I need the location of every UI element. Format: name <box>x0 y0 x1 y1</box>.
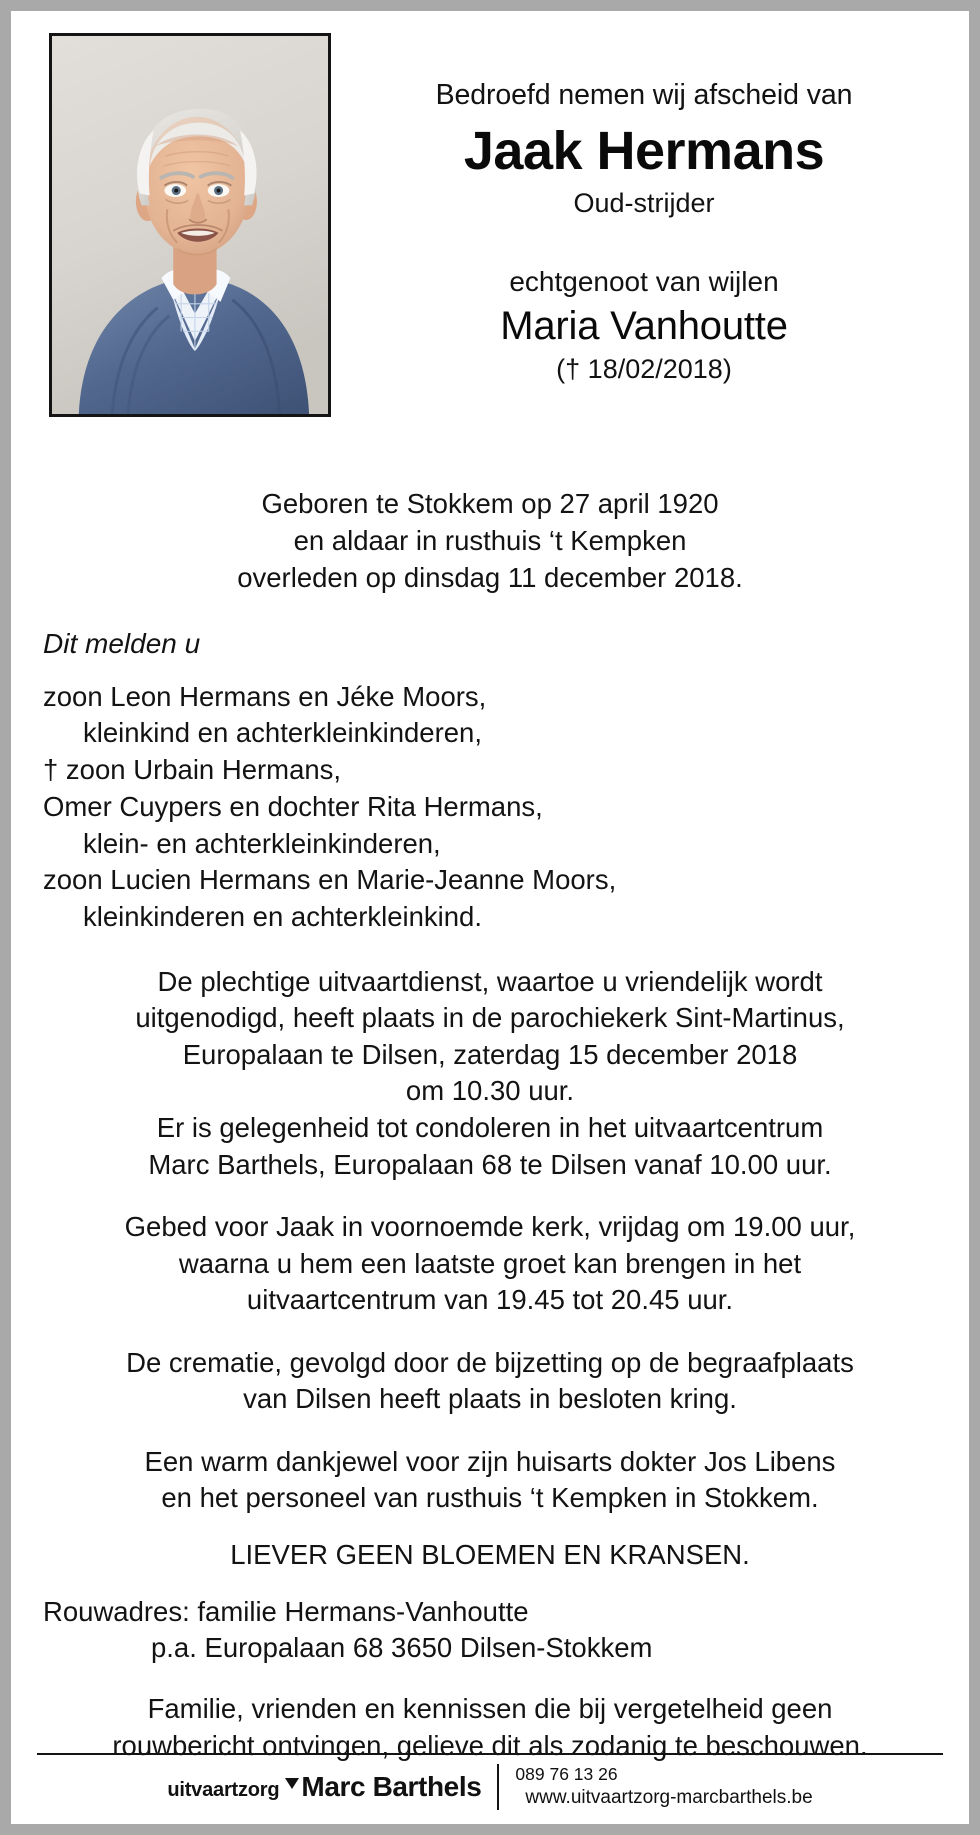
footer-divider <box>497 1764 499 1810</box>
logo-name: Marc Barthels <box>301 1771 482 1802</box>
text-line: Marc Barthels, Europalaan 68 te Dilsen vanaf 10.00 uur. <box>148 1148 832 1180</box>
spouse-name: Maria Vanhoutte <box>500 304 788 349</box>
birth-death-block <box>37 485 943 596</box>
text-line: Geboren te Stokkem op 27 april 1920 <box>261 488 719 519</box>
portrait-illustration <box>52 36 328 414</box>
text-line: kleinkinderen en achterkleinkind. <box>83 900 482 932</box>
family-list <box>43 679 943 936</box>
text-line: Europalaan te Dilsen, zaterdag 15 december 2018 <box>182 1038 798 1070</box>
lead-line: Bedroefd nemen wij afscheid van <box>435 79 853 111</box>
footer-contact <box>515 1764 812 1810</box>
triangle-icon <box>285 1778 299 1789</box>
text-line: LIEVER GEEN BLOEMEN EN KRANSEN. <box>230 1539 750 1570</box>
text-line: Rouwadres: familie Hermans-Vanhoutte <box>43 1595 529 1627</box>
footer <box>37 1753 943 1810</box>
portrait-photo <box>49 33 331 417</box>
text-line: p.a. Europalaan 68 3650 Dilsen-Stokkem <box>151 1632 653 1664</box>
text-line: klein- en achterkleinkinderen, <box>83 827 441 859</box>
text-line: Er is gelegenheid tot condoleren in het uitvaartcentrum <box>156 1111 824 1143</box>
mourning-address <box>43 1594 943 1668</box>
text-line: Familie, vrienden en kennissen die bij vergetelheid geen <box>147 1693 833 1725</box>
text-line: rouwbericht ontvingen, gelieve dit als zodanig te beschouwen. <box>112 1729 868 1761</box>
text-line: uitvaartcentrum van 19.45 tot 20.45 uur. <box>246 1284 734 1316</box>
text-line: zoon Lucien Hermans en Marie-Jeanne Moors, <box>43 864 617 896</box>
text-line: † zoon Urbain Hermans, <box>43 754 342 786</box>
text-line: uitgenodigd, heeft plaats in de parochiekerk Sint-Martinus, <box>135 1002 845 1034</box>
text-line: waarna u hem een laatste groet kan brengen in het <box>178 1247 802 1279</box>
website-url[interactable]: www.uitvaartzorg-marcbarthels.be <box>525 1787 813 1809</box>
service-details <box>37 964 943 1183</box>
logo-subtitle: uitvaartzorg <box>167 1779 280 1801</box>
thanks-note <box>37 1444 943 1517</box>
deceased-subtitle: Oud-strijder <box>573 188 715 219</box>
cremation-details <box>37 1345 943 1418</box>
phone-number[interactable]: 089 76 13 26 <box>515 1764 618 1785</box>
text-line: De crematie, gevolgd door de bijzetting op de begraafplaats <box>126 1346 854 1378</box>
spouse-death-date: († 18/02/2018) <box>556 354 732 385</box>
text-line: Een warm dankjewel voor zijn huisarts dokter Jos Libens <box>144 1445 836 1477</box>
text-line: om 10.30 uur. <box>405 1075 575 1107</box>
no-flowers-note <box>37 1537 943 1574</box>
prayer-details <box>37 1209 943 1319</box>
text-line: van Dilsen heeft plaats in besloten kring. <box>243 1383 737 1415</box>
funeral-home-logo[interactable] <box>167 1771 481 1803</box>
header-text <box>331 33 943 386</box>
text-line: overleden op dinsdag 11 december 2018. <box>237 562 743 594</box>
text-line: kleinkind en achterkleinkinderen, <box>83 717 482 749</box>
deceased-name: Jaak Hermans <box>463 120 825 181</box>
announcement-label: Dit melden u <box>43 628 201 660</box>
spouse-intro: echtgenoot van wijlen <box>509 266 779 298</box>
text-line: Omer Cuypers en dochter Rita Hermans, <box>43 790 543 822</box>
text-line: De plechtige uitvaartdienst, waartoe u vriendelijk wordt <box>157 965 823 997</box>
text-line: Gebed voor Jaak in voornoemde kerk, vrijdag om 19.00 uur, <box>124 1211 856 1243</box>
header-row <box>37 33 943 433</box>
text-line: zoon Leon Hermans en Jéke Moors, <box>43 680 487 712</box>
text-line: en aldaar in rusthuis ‘t Kempken <box>293 525 687 557</box>
notice-card <box>11 11 969 1824</box>
text-line: en het personeel van rusthuis ‘t Kempken in Stokkem. <box>161 1482 819 1514</box>
